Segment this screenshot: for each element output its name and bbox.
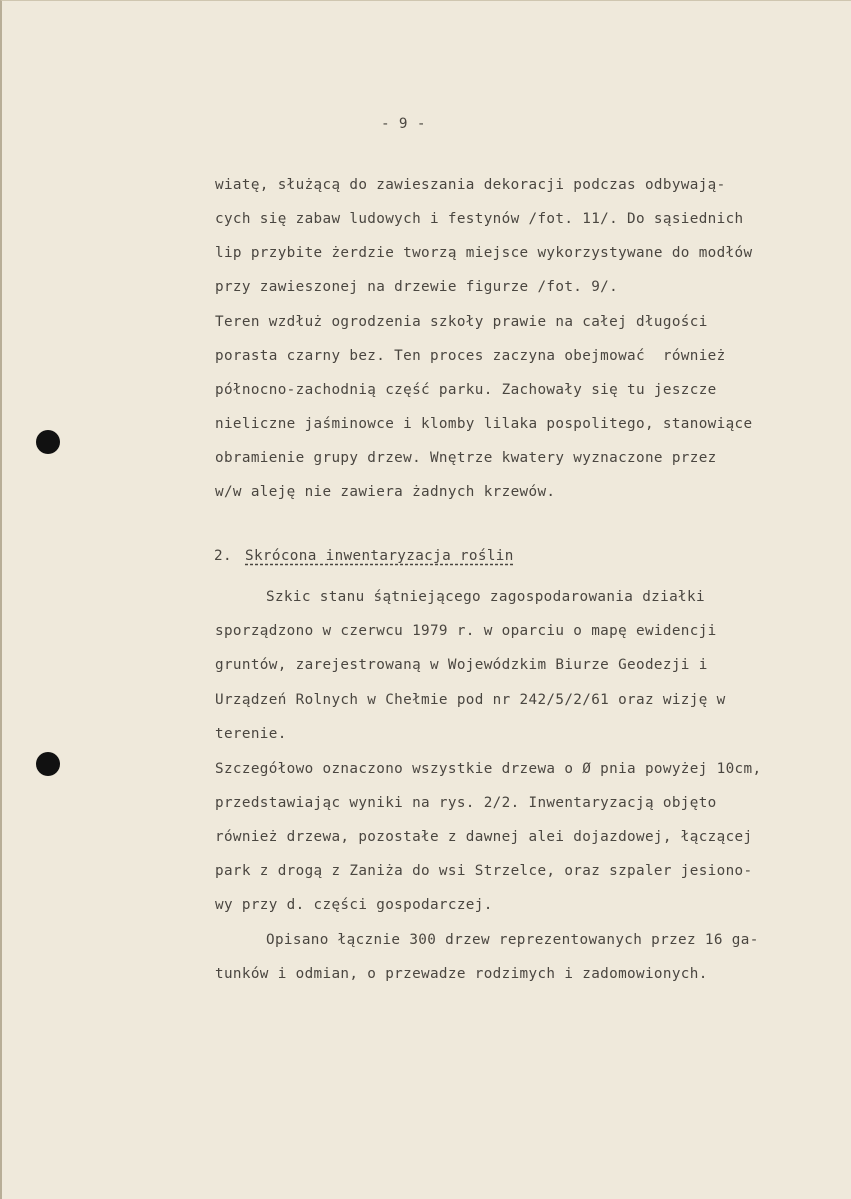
text-line: Szkic stanu śątniejącego zagospodarowania działki [266, 589, 705, 605]
text-line: Szczegółowo oznaczono wszystkie drzewa o Ø pnia powyżej 10cm, [215, 761, 762, 777]
section-number: 2. [214, 548, 232, 564]
text-line: północno-zachodnią część parku. Zachowały się tu jeszcze [215, 382, 717, 398]
text-line: wy przy d. części gospodarczej. [215, 897, 493, 913]
text-line: przedstawiając wyniki na rys. 2/2. Inwentaryzacją objęto [215, 795, 717, 811]
section-title: Skrócona inwentaryzacja roślin [245, 548, 514, 564]
text-line: wiatę, służącą do zawieszania dekoracji podczas odbywają- [215, 177, 726, 193]
text-line: terenie. [215, 726, 287, 742]
text-line: obramienie grupy drzew. Wnętrze kwatery wyznaczone przez [215, 450, 717, 466]
text-line: w/w aleję nie zawiera żadnych krzewów. [215, 484, 556, 500]
text-line: również drzewa, pozostałe z dawnej alei dojazdowej, łączącej [215, 829, 753, 845]
text-line: Opisano łącznie 300 drzew reprezentowanych przez 16 ga- [266, 932, 759, 948]
text-line: cych się zabaw ludowych i festynów /fot. 11/. Do sąsiednich [215, 211, 744, 227]
punch-hole [36, 752, 60, 776]
punch-hole [36, 430, 60, 454]
text-line: sporządzono w czerwcu 1979 r. w oparciu o mapę ewidencji [215, 623, 717, 639]
text-line: Teren wzdłuż ogrodzenia szkoły prawie na całej długości [215, 314, 708, 330]
text-line: porasta czarny bez. Ten proces zaczyna obejmować również [215, 348, 726, 364]
page-number: - 9 - [381, 116, 426, 132]
text-line: lip przybite żerdzie tworzą miejsce wykorzystywane do modłów [215, 245, 753, 261]
text-line: Urządzeń Rolnych w Chełmie pod nr 242/5/2/61 oraz wizję w [215, 692, 726, 708]
text-line: nieliczne jaśminowce i klomby lilaka pospolitego, stanowiące [215, 416, 753, 432]
text-line: tunków i odmian, o przewadze rodzimych i zadomowionych. [215, 966, 708, 982]
text-line: przy zawieszonej na drzewie figurze /fot. 9/. [215, 279, 619, 295]
text-line: park z drogą z Zaniża do wsi Strzelce, oraz szpaler jesiono- [215, 863, 753, 879]
text-line: gruntów, zarejestrowaną w Wojewódzkim Biurze Geodezji i [215, 657, 708, 673]
